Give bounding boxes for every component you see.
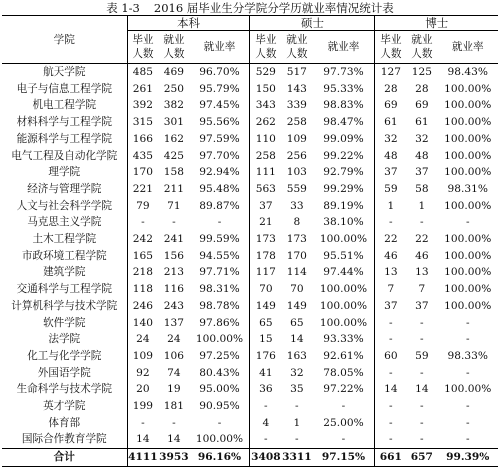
master-rate: 38.10% xyxy=(323,216,364,229)
college-name: 建筑学院 xyxy=(43,266,86,279)
doctor-employed: 46 xyxy=(415,249,429,262)
doctor-graduates: - xyxy=(375,214,406,231)
master-rate: 89.19% xyxy=(323,199,364,212)
college-name: 法学院 xyxy=(48,333,81,346)
master-rate: 99.29% xyxy=(323,182,364,195)
doctor-graduates: 37 xyxy=(375,298,406,315)
total-row xyxy=(2,449,498,467)
master-employed: 256 xyxy=(286,149,307,162)
college-name: 交通科学与工程学院 xyxy=(16,283,112,296)
undergrad-graduates: 165 xyxy=(127,248,158,265)
total-undergrad-employed: 3953 xyxy=(159,451,189,464)
doctor-graduates: 32 xyxy=(375,131,406,148)
master-graduates: 65 xyxy=(250,315,281,332)
master-employed: 258 xyxy=(286,116,307,129)
undergrad-rate: 98.78% xyxy=(199,299,240,312)
master-rate: - xyxy=(341,400,346,413)
college-name: 马克思主义学院 xyxy=(27,216,102,229)
master-employed: 339 xyxy=(286,99,307,112)
subheader-rate-master: 就业率 xyxy=(327,41,360,53)
table-row xyxy=(2,281,498,298)
doctor-employed: 7 xyxy=(418,283,426,296)
doctor-graduates: 46 xyxy=(375,248,406,265)
college-name: 化工与化学学院 xyxy=(27,349,102,362)
master-graduates: 117 xyxy=(250,264,281,281)
master-rate: 95.33% xyxy=(323,82,364,95)
doctor-employed: 22 xyxy=(415,233,429,246)
table-header xyxy=(2,16,498,64)
undergrad-employed: 211 xyxy=(163,182,185,195)
table-row xyxy=(2,431,498,448)
doctor-graduates: 37 xyxy=(375,164,406,181)
undergrad-graduates: 261 xyxy=(127,81,158,98)
subheader-line: 就业 xyxy=(286,34,308,46)
subheader-line: 人数 xyxy=(411,48,433,60)
undergrad-rate: 100.00% xyxy=(195,433,244,446)
doctor-rate: - xyxy=(465,333,470,346)
doctor-rate: 100.00% xyxy=(444,383,492,396)
undergrad-employed: 137 xyxy=(163,316,185,329)
doctor-graduates: 59 xyxy=(375,181,406,198)
doctor-graduates: 61 xyxy=(375,114,406,131)
undergrad-rate: 96.70% xyxy=(199,66,240,78)
doctor-rate: - xyxy=(465,416,470,429)
college-name: 材料科学与工程学院 xyxy=(16,116,112,129)
group-header-doctor: 博士 xyxy=(375,16,498,31)
undergrad-rate: 95.56% xyxy=(199,116,240,129)
table-row xyxy=(2,315,498,332)
table-row xyxy=(2,97,498,114)
undergrad-rate: 89.87% xyxy=(199,199,240,212)
doctor-graduates: 13 xyxy=(375,264,406,281)
doctor-graduates: 28 xyxy=(375,81,406,98)
table-number: 表 1-3 xyxy=(106,1,140,15)
college-name: 机电工程学院 xyxy=(32,99,97,112)
master-employed: - xyxy=(295,433,299,446)
master-rate: 97.73% xyxy=(323,66,364,78)
undergrad-employed: 158 xyxy=(163,166,185,179)
undergrad-graduates: 79 xyxy=(127,198,158,215)
undergrad-employed: 241 xyxy=(163,233,185,246)
doctor-graduates: - xyxy=(375,415,406,432)
subheader-line: 就业 xyxy=(411,34,433,46)
master-employed: 149 xyxy=(286,299,307,312)
undergrad-graduates: 392 xyxy=(127,97,158,114)
doctor-rate: - xyxy=(465,433,470,446)
doctor-graduates: 14 xyxy=(375,381,406,398)
undergrad-graduates: 315 xyxy=(127,114,158,131)
college-name: 人文与社会科学学院 xyxy=(16,199,112,212)
master-graduates: - xyxy=(250,398,281,415)
doctor-rate: 100.00% xyxy=(444,233,492,246)
doctor-employed: 37 xyxy=(415,166,429,179)
master-graduates: 21 xyxy=(250,214,281,231)
subheader-line: 毕业 xyxy=(132,34,154,46)
undergrad-employed: 116 xyxy=(163,283,185,296)
subheader-line: 毕业 xyxy=(380,34,402,46)
doctor-graduates: 7 xyxy=(375,281,406,298)
table-footer xyxy=(2,449,498,467)
college-name: 经济与管理学院 xyxy=(27,182,102,195)
master-rate: 95.51% xyxy=(323,249,364,262)
undergrad-employed: 301 xyxy=(163,116,185,129)
undergrad-rate: 95.00% xyxy=(199,383,240,396)
master-graduates: 15 xyxy=(250,331,281,348)
undergrad-employed: 74 xyxy=(167,366,181,379)
master-employed: 8 xyxy=(293,216,301,229)
undergrad-graduates: 166 xyxy=(127,131,158,148)
subheader-employed-doctor xyxy=(406,31,437,64)
master-graduates: 37 xyxy=(250,198,281,215)
undergrad-graduates: 246 xyxy=(127,298,158,315)
college-name: 软件学院 xyxy=(43,316,86,329)
undergrad-employed: 250 xyxy=(163,82,185,95)
undergrad-employed: - xyxy=(172,416,176,429)
doctor-rate: - xyxy=(465,216,470,229)
undergrad-rate: 97.59% xyxy=(199,132,240,145)
doctor-graduates: 127 xyxy=(375,64,406,81)
undergrad-rate: 94.55% xyxy=(199,249,240,262)
master-rate: 100.00% xyxy=(319,233,368,246)
doctor-rate: 98.31% xyxy=(447,182,488,195)
doctor-employed: 1 xyxy=(418,199,426,212)
doctor-rate: 100.00% xyxy=(444,116,492,129)
undergrad-employed: 425 xyxy=(163,149,185,162)
master-graduates: 150 xyxy=(250,81,281,98)
table-row xyxy=(2,181,498,198)
group-header-undergrad: 本科 xyxy=(127,16,250,31)
undergrad-rate: 100.00% xyxy=(195,333,244,346)
table-row xyxy=(2,298,498,315)
undergrad-employed: 14 xyxy=(167,433,181,446)
doctor-rate: 100.00% xyxy=(444,199,492,212)
master-employed: 32 xyxy=(290,366,304,379)
master-employed: 70 xyxy=(290,283,304,296)
college-name: 能源科学与工程学院 xyxy=(16,132,112,145)
master-rate: 92.61% xyxy=(323,349,364,362)
undergrad-rate: 97.71% xyxy=(199,266,240,279)
master-employed: 517 xyxy=(286,66,307,78)
master-employed: 1 xyxy=(293,416,301,429)
undergrad-employed: - xyxy=(172,216,176,229)
undergrad-employed: 213 xyxy=(163,266,185,279)
undergrad-graduates: 170 xyxy=(127,164,158,181)
master-rate: 99.22% xyxy=(323,149,364,162)
table-row xyxy=(2,381,498,398)
doctor-employed: 28 xyxy=(415,82,429,95)
table-row xyxy=(2,81,498,98)
doctor-graduates: - xyxy=(375,315,406,332)
doctor-graduates: 22 xyxy=(375,231,406,248)
table-row xyxy=(2,248,498,265)
doctor-graduates: 48 xyxy=(375,148,406,165)
undergrad-rate: 99.59% xyxy=(199,233,240,246)
subheader-employed-undergrad xyxy=(158,31,189,64)
total-undergrad-graduates: 4111 xyxy=(127,449,158,467)
table-title: 2016 届毕业生分学院分学历就业率情况统计表 xyxy=(153,1,394,15)
doctor-employed: 13 xyxy=(415,266,429,279)
college-name: 市政环境工程学院 xyxy=(21,249,107,262)
master-graduates: 70 xyxy=(250,281,281,298)
master-employed: 143 xyxy=(286,82,307,95)
master-rate: 25.00% xyxy=(323,416,364,429)
doctor-graduates: - xyxy=(375,431,406,448)
doctor-employed: - xyxy=(420,216,424,229)
table-row xyxy=(2,415,498,432)
master-graduates: 110 xyxy=(250,131,281,148)
doctor-rate: 100.00% xyxy=(444,249,492,262)
table-row xyxy=(2,348,498,365)
master-rate: 92.79% xyxy=(323,166,364,179)
undergrad-graduates: 20 xyxy=(127,381,158,398)
doctor-rate: 98.33% xyxy=(447,349,488,362)
doctor-employed: - xyxy=(420,416,424,429)
table-row xyxy=(2,198,498,215)
master-rate: - xyxy=(341,433,346,446)
subheader-line: 毕业 xyxy=(255,34,277,46)
table-caption xyxy=(0,0,500,15)
master-employed: 114 xyxy=(286,266,307,279)
college-name: 英才学院 xyxy=(43,400,86,413)
master-rate: 93.33% xyxy=(323,333,364,346)
master-employed: 35 xyxy=(290,383,304,396)
master-rate: 78.05% xyxy=(323,366,364,379)
master-graduates: 529 xyxy=(250,64,281,81)
undergrad-employed: 243 xyxy=(163,299,185,312)
master-rate: 97.44% xyxy=(323,266,364,279)
master-rate: 99.09% xyxy=(323,132,364,145)
college-name: 国际合作教育学院 xyxy=(21,433,107,446)
doctor-rate: 100.00% xyxy=(444,99,492,112)
master-graduates: 4 xyxy=(250,415,281,432)
master-graduates: 41 xyxy=(250,365,281,382)
undergrad-graduates: - xyxy=(127,214,158,231)
table-row xyxy=(2,114,498,131)
subheader-graduates-doctor xyxy=(375,31,406,64)
undergrad-rate: 97.45% xyxy=(199,99,240,112)
master-rate: 100.00% xyxy=(319,299,368,312)
master-employed: 103 xyxy=(286,166,307,179)
undergrad-employed: 382 xyxy=(163,99,185,112)
total-undergrad-rate: 96.16% xyxy=(197,451,242,464)
undergrad-rate: 97.86% xyxy=(199,316,240,329)
subheader-graduates-undergrad xyxy=(127,31,158,64)
doctor-employed: 59 xyxy=(415,349,429,362)
master-employed: 109 xyxy=(286,132,307,145)
doctor-employed: 69 xyxy=(415,99,429,112)
undergrad-rate: 95.48% xyxy=(199,182,240,195)
undergrad-employed: 71 xyxy=(167,199,181,212)
master-rate: 100.00% xyxy=(319,316,368,329)
subheader-line: 人数 xyxy=(132,48,154,60)
master-employed: - xyxy=(295,400,299,413)
table-row xyxy=(2,148,498,165)
college-header: 学院 xyxy=(2,16,127,64)
master-graduates: 173 xyxy=(250,231,281,248)
undergrad-graduates: 199 xyxy=(127,398,158,415)
subheader-employed-master xyxy=(281,31,312,64)
undergrad-employed: 162 xyxy=(163,132,185,145)
undergrad-employed: 469 xyxy=(163,66,185,78)
master-graduates: - xyxy=(250,431,281,448)
master-rate: 98.47% xyxy=(323,116,364,129)
table-row xyxy=(2,164,498,181)
group-header-master: 硕士 xyxy=(250,16,375,31)
doctor-employed: 37 xyxy=(415,299,429,312)
undergrad-graduates: - xyxy=(127,415,158,432)
total-doctor-rate: 99.39% xyxy=(446,451,490,464)
undergrad-graduates: 242 xyxy=(127,231,158,248)
doctor-rate: - xyxy=(465,316,470,329)
college-name: 理学院 xyxy=(48,166,81,179)
doctor-employed: - xyxy=(420,333,424,346)
doctor-graduates: - xyxy=(375,398,406,415)
table-row xyxy=(2,365,498,382)
doctor-employed: - xyxy=(420,366,424,379)
master-graduates: 258 xyxy=(250,148,281,165)
employment-rate-table xyxy=(2,15,498,467)
undergrad-graduates: 218 xyxy=(127,264,158,281)
subheader-line: 人数 xyxy=(255,48,277,60)
undergrad-graduates: 92 xyxy=(127,365,158,382)
master-graduates: 563 xyxy=(250,181,281,198)
master-rate: 100.00% xyxy=(319,283,368,296)
undergrad-rate: 90.95% xyxy=(199,400,240,413)
master-employed: 33 xyxy=(290,199,304,212)
doctor-employed: - xyxy=(420,433,424,446)
doctor-graduates: - xyxy=(375,331,406,348)
doctor-rate: 100.00% xyxy=(444,132,492,145)
master-graduates: 178 xyxy=(250,248,281,265)
undergrad-employed: 106 xyxy=(163,349,185,362)
master-employed: 65 xyxy=(290,316,304,329)
college-name: 体育部 xyxy=(48,416,81,429)
total-doctor-graduates: 661 xyxy=(375,449,406,467)
doctor-rate: 100.00% xyxy=(444,299,492,312)
doctor-employed: - xyxy=(420,400,424,413)
undergrad-rate: 95.79% xyxy=(199,82,240,95)
total-label: 合计 xyxy=(53,451,75,464)
undergrad-graduates: 221 xyxy=(127,181,158,198)
doctor-employed: 125 xyxy=(411,66,432,78)
table-row xyxy=(2,214,498,231)
undergrad-rate: 80.43% xyxy=(199,366,240,379)
college-name: 生命科学与技术学院 xyxy=(16,383,112,396)
college-name: 电气工程及自动化学院 xyxy=(11,149,118,162)
master-graduates: 149 xyxy=(250,298,281,315)
undergrad-rate: 98.31% xyxy=(199,283,240,296)
subheader-graduates-master xyxy=(250,31,281,64)
undergrad-graduates: 109 xyxy=(127,348,158,365)
undergrad-employed: 156 xyxy=(163,249,185,262)
master-graduates: 343 xyxy=(250,97,281,114)
doctor-rate: 100.00% xyxy=(444,166,492,179)
undergrad-rate: - xyxy=(217,416,222,429)
total-master-employed: 3311 xyxy=(282,451,312,464)
undergrad-graduates: 485 xyxy=(127,64,158,81)
master-employed: 14 xyxy=(290,333,304,346)
master-employed: 170 xyxy=(286,249,307,262)
doctor-rate: 100.00% xyxy=(444,266,492,279)
undergrad-graduates: 14 xyxy=(127,431,158,448)
table-row xyxy=(2,64,498,81)
doctor-employed: 32 xyxy=(415,132,429,145)
master-employed: 163 xyxy=(286,349,307,362)
master-graduates: 176 xyxy=(250,348,281,365)
master-graduates: 262 xyxy=(250,114,281,131)
undergrad-graduates: 118 xyxy=(127,281,158,298)
table-body xyxy=(2,64,498,449)
total-doctor-employed: 657 xyxy=(410,451,433,464)
doctor-graduates: 60 xyxy=(375,348,406,365)
undergrad-rate: 97.25% xyxy=(199,349,240,362)
doctor-employed: 58 xyxy=(415,182,429,195)
master-employed: 559 xyxy=(286,182,307,195)
subheader-line: 人数 xyxy=(163,48,185,60)
subheader-line: 人数 xyxy=(380,48,402,60)
doctor-graduates: - xyxy=(375,365,406,382)
undergrad-graduates: 140 xyxy=(127,315,158,332)
college-name: 航天学院 xyxy=(43,66,86,78)
subheader-line: 人数 xyxy=(286,48,308,60)
undergrad-employed: 24 xyxy=(167,333,181,346)
doctor-rate: 98.43% xyxy=(447,66,488,78)
college-name: 土木工程学院 xyxy=(32,233,97,246)
total-master-graduates: 3408 xyxy=(250,449,281,467)
doctor-employed: 61 xyxy=(415,116,429,129)
undergrad-employed: 181 xyxy=(163,400,185,413)
undergrad-rate: - xyxy=(217,216,222,229)
table-row xyxy=(2,231,498,248)
master-graduates: 36 xyxy=(250,381,281,398)
doctor-rate: - xyxy=(465,366,470,379)
master-rate: 97.22% xyxy=(323,383,364,396)
undergrad-employed: 19 xyxy=(167,383,181,396)
college-name: 外国语学院 xyxy=(37,366,91,379)
table-row xyxy=(2,398,498,415)
undergrad-graduates: 24 xyxy=(127,331,158,348)
undergrad-rate: 97.70% xyxy=(199,149,240,162)
undergrad-rate: 92.94% xyxy=(199,166,240,179)
master-graduates: 111 xyxy=(250,164,281,181)
doctor-employed: - xyxy=(420,316,424,329)
undergrad-graduates: 435 xyxy=(127,148,158,165)
table-row xyxy=(2,131,498,148)
doctor-graduates: 1 xyxy=(375,198,406,215)
doctor-rate: - xyxy=(465,400,470,413)
master-rate: 98.83% xyxy=(323,99,364,112)
doctor-rate: 100.00% xyxy=(444,283,492,296)
college-name: 计算机科学与技术学院 xyxy=(11,299,118,312)
table-row xyxy=(2,331,498,348)
doctor-rate: 100.00% xyxy=(444,82,492,95)
subheader-line: 就业 xyxy=(163,34,185,46)
table-row xyxy=(2,264,498,281)
master-employed: 173 xyxy=(286,233,307,246)
subheader-rate-undergrad: 就业率 xyxy=(203,41,236,53)
doctor-employed: 48 xyxy=(415,149,429,162)
doctor-graduates: 69 xyxy=(375,97,406,114)
doctor-employed: 14 xyxy=(415,383,429,396)
doctor-rate: 100.00% xyxy=(444,149,492,162)
total-master-rate: 97.15% xyxy=(321,451,366,464)
college-name: 电子与信息工程学院 xyxy=(16,82,112,95)
subheader-rate-doctor: 就业率 xyxy=(451,41,484,53)
